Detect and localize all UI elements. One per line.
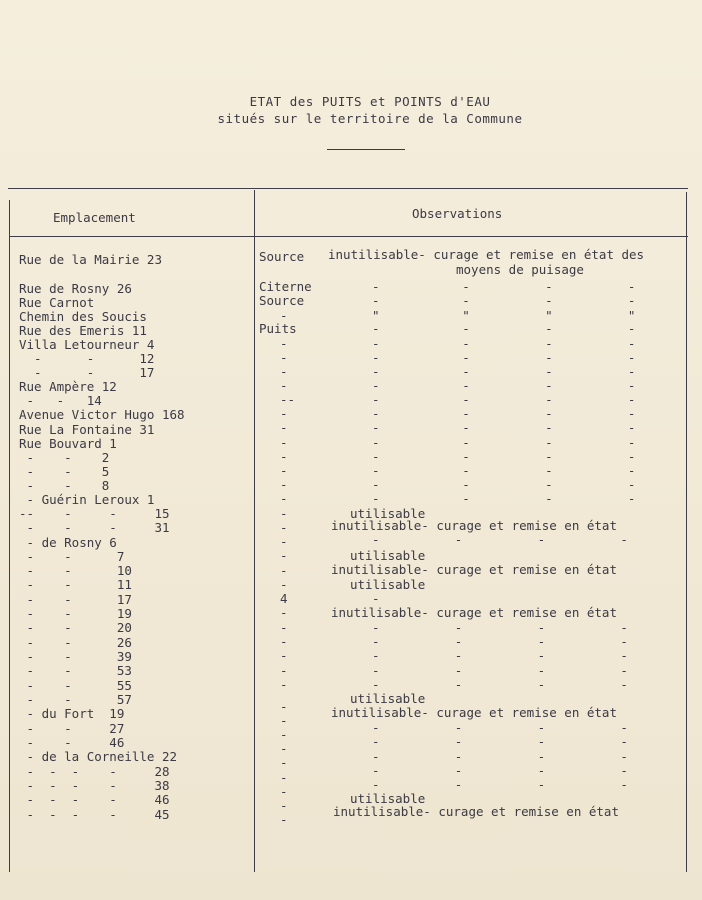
type-entry: -: [280, 378, 288, 393]
location-entry: - - - 31: [19, 520, 170, 535]
observation-entry: - - - -: [372, 350, 636, 365]
observation-entry: " " " ": [372, 308, 636, 323]
observation-entry: inutilisable- curage et remise en état des: [328, 247, 645, 262]
location-entry: -- - - 15: [19, 506, 170, 521]
location-entry: - - 53: [19, 663, 132, 678]
location-entry: - - - - 28: [19, 764, 170, 779]
location-entry: Rue Bouvard 1: [19, 436, 117, 451]
location-entry: - - 19: [19, 606, 132, 621]
type-entry: -: [280, 648, 288, 663]
observation-entry: inutilisable- curage et remise en état: [331, 518, 617, 533]
type-entry: -: [280, 784, 288, 799]
location-entry: - - 14: [19, 393, 102, 408]
type-entry: 4: [280, 591, 288, 606]
observation-entry: - - - -: [372, 435, 636, 450]
document-title: ETAT des PUITS et POINTS d'EAU: [249, 94, 491, 109]
location-entry: Rue La Fontaine 31: [19, 422, 155, 437]
observation-entry: inutilisable- curage et remise en état: [331, 605, 617, 620]
type-entry: -: [280, 727, 288, 742]
type-entry: -: [280, 506, 288, 521]
table-top-border: [8, 188, 688, 189]
location-entry: Rue Ampère 12: [19, 379, 117, 394]
observation-entry: - - - -: [372, 734, 628, 749]
type-entry: Source: [259, 249, 305, 264]
observation-entry: utilisable: [350, 577, 426, 592]
observation-entry: moyens de puisage: [456, 262, 584, 277]
observation-entry: - - - -: [372, 648, 628, 663]
observation-entry: utilisable: [350, 548, 426, 563]
type-entry: -: [280, 534, 288, 549]
observation-entry: - - - -: [372, 532, 628, 547]
location-entry: Avenue Victor Hugo 168: [19, 407, 185, 422]
location-entry: - - 7: [19, 549, 125, 564]
observation-entry: - - - -: [372, 406, 636, 421]
observation-entry: - - - -: [372, 336, 636, 351]
type-entry: -: [280, 812, 288, 827]
location-entry: Chemin des Soucis: [19, 309, 147, 324]
location-entry: - - 17: [19, 365, 155, 380]
location-entry: - - 5: [19, 464, 110, 479]
type-entry: -: [280, 770, 288, 785]
observation-entry: - - - -: [372, 749, 628, 764]
type-entry: Source: [259, 293, 305, 308]
type-entry: Citerne: [259, 279, 312, 294]
location-entry: - - 12: [19, 351, 155, 366]
location-entry: - - 57: [19, 692, 132, 707]
location-entry: - - 46: [19, 735, 125, 750]
type-entry: -: [280, 634, 288, 649]
observation-entry: -: [372, 591, 380, 606]
location-entry: - Guérin Leroux 1: [19, 492, 155, 507]
type-entry: -: [280, 491, 288, 506]
location-entry: - - 26: [19, 635, 132, 650]
table-left-border: [9, 200, 10, 872]
observation-entry: - - - -: [372, 463, 636, 478]
observation-entry: - - - -: [372, 378, 636, 393]
observation-entry: - - - -: [372, 663, 628, 678]
type-entry: -: [280, 798, 288, 813]
location-entry: Rue de la Mairie 23: [19, 252, 162, 267]
location-entry: - - 10: [19, 563, 132, 578]
type-entry: -: [280, 548, 288, 563]
location-entry: - - 27: [19, 721, 125, 736]
type-entry: -: [280, 336, 288, 351]
observation-entry: utilisable: [350, 791, 426, 806]
location-entry: - - - - 46: [19, 792, 170, 807]
observation-entry: inutilisable- curage et remise en état: [331, 705, 617, 720]
type-entry: --: [280, 392, 296, 407]
type-entry: -: [280, 605, 288, 620]
type-entry: -: [280, 420, 288, 435]
observation-entry: - - - -: [372, 720, 628, 735]
header-bottom-border: [10, 236, 688, 237]
type-entry: -: [280, 755, 288, 770]
type-entry: -: [280, 713, 288, 728]
type-entry: -: [280, 741, 288, 756]
document-subtitle: situés sur le territoire de la Commune: [217, 111, 523, 126]
location-entry: - - 8: [19, 478, 110, 493]
type-entry: -: [280, 563, 288, 578]
observation-entry: - - - -: [372, 420, 636, 435]
observation-entry: - - - -: [372, 321, 636, 336]
table-right-border: [686, 192, 687, 872]
column-divider: [254, 190, 255, 872]
observation-entry: inutilisable- curage et remise en état: [331, 562, 617, 577]
observation-entry: - - - -: [372, 763, 628, 778]
type-entry: -: [280, 520, 288, 535]
location-entry: - - - - 38: [19, 778, 170, 793]
type-entry: -: [280, 577, 288, 592]
observation-entry: inutilisable- curage et remise en état: [333, 804, 619, 819]
observation-entry: - - - -: [372, 449, 636, 464]
location-entry: Rue Carnot: [19, 295, 95, 310]
observation-entry: - - - -: [372, 279, 636, 294]
type-entry: -: [280, 477, 288, 492]
type-entry: Puits: [259, 321, 297, 336]
column-header-location: Emplacement: [53, 210, 136, 225]
observation-entry: - - - -: [372, 677, 628, 692]
type-entry: -: [280, 620, 288, 635]
observation-entry: - - - -: [372, 477, 636, 492]
type-entry: -: [280, 449, 288, 464]
location-entry: - du Fort 19: [19, 706, 125, 721]
observation-entry: - - - -: [372, 364, 636, 379]
type-entry: -: [280, 663, 288, 678]
observation-entry: - - - -: [372, 293, 636, 308]
observation-entry: utilisable: [350, 691, 426, 706]
location-entry: Villa Letourneur 4: [19, 337, 155, 352]
type-entry: -: [280, 364, 288, 379]
column-header-observations: Observations: [412, 206, 503, 221]
location-entry: Rue de Rosny 26: [19, 281, 132, 296]
type-entry: -: [280, 699, 288, 714]
location-entry: - - 39: [19, 649, 132, 664]
observation-entry: - - - -: [372, 392, 636, 407]
location-entry: - - 11: [19, 577, 132, 592]
type-entry: -: [280, 308, 288, 323]
type-entry: -: [280, 463, 288, 478]
type-entry: -: [280, 350, 288, 365]
location-entry: - - 2: [19, 450, 110, 465]
type-entry: -: [280, 435, 288, 450]
location-entry: - - 20: [19, 620, 132, 635]
location-entry: - - - - 45: [19, 807, 170, 822]
observation-entry: utilisable: [350, 506, 426, 521]
location-entry: - - 55: [19, 678, 132, 693]
observation-entry: - - - -: [372, 777, 628, 792]
location-entry: - - 17: [19, 592, 132, 607]
observation-entry: - - - -: [372, 620, 628, 635]
location-entry: - de la Corneille 22: [19, 749, 178, 764]
type-entry: -: [280, 406, 288, 421]
type-entry: -: [280, 677, 288, 692]
observation-entry: - - - -: [372, 634, 628, 649]
location-entry: - de Rosny 6: [19, 535, 117, 550]
observation-entry: - - - -: [372, 491, 636, 506]
title-underline: [327, 149, 405, 150]
location-entry: Rue des Emeris 11: [19, 323, 147, 338]
